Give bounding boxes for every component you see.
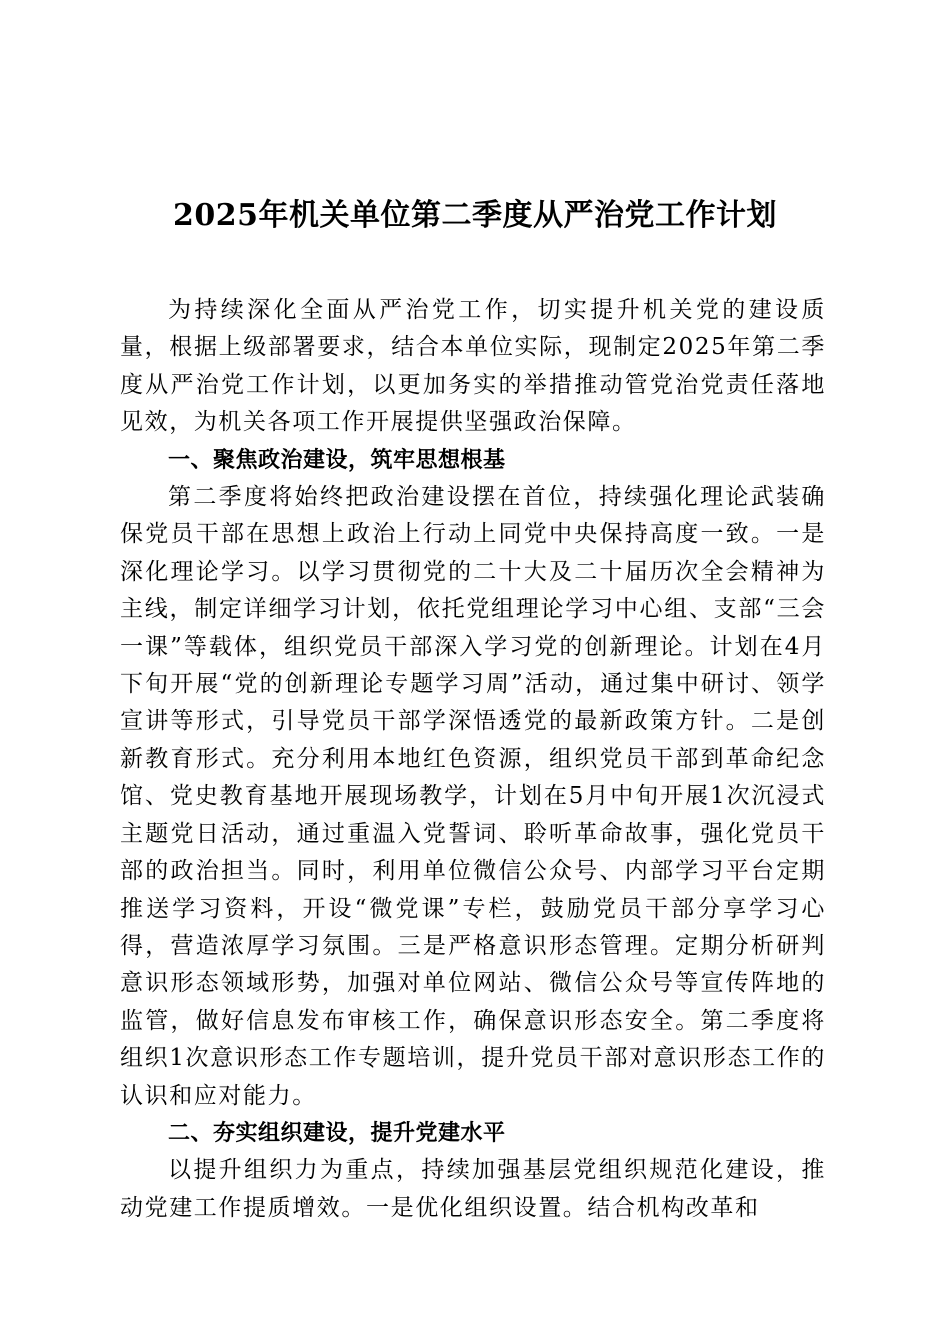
section-heading-2: 二、夯实组织建设，提升党建水平 <box>168 1120 506 1146</box>
section-heading-1: 一、聚焦政治建设，筑牢思想根基 <box>168 447 506 473</box>
document-title: 2025年机关单位第二季度从严治党工作计划 <box>173 198 777 233</box>
section-paragraph-1: 第二季度将始终把政治建设摆在首位，持续强化理论武装确保党员干部在思想上政治上行动上同党中央保持高度一致。一是深化理论学习。以学习贯彻党的二十大及二十届历次全会精神为主线，制定详细学习计划，依托党组理论学习中心组、支部“三会一课”等载体，组织党员干部深入学习党的创新理论。计划在4月下旬开展“党的创新理论专题学习周”活动，通过集中研讨、领学宣讲等形式，引导党员干部学深悟透党的最新政策方针。二是创新教育形式。充分利用本地红色资源，组织党员干部到革命纪念馆、党史教育基地开展现场教学，计划在5月中旬开展1次沉浸式主题党日活动，通过重温入党誓词、聆听革命故事，强化党员干部的政治担当。同时，利用单位微信公众号、内部学习平台定期推送学习资料，开设“微党课”专栏，鼓励党员干部分享学习心得，营造浓厚学习氛围。三是严格意识形态管理。定期分析研判意识形态领域形势，加强对单位网站、微信公众号等宣传阵地的监管，做好信息发布审核工作，确保意识形态安全。第二季度将组织1次意识形态工作专题培训，提升党员干部对意识形态工作的认识和应对能力。 <box>120 484 826 1109</box>
document-body <box>120 292 826 1227</box>
intro-paragraph: 为持续深化全面从严治党工作，切实提升机关党的建设质量，根据上级部署要求，结合本单位实际，现制定2025年第二季度从严治党工作计划，以更加务实的举措推动管党治党责任落地见效，为机关各项工作开展提供坚强政治保障。 <box>120 297 826 436</box>
section-paragraph-2: 以提升组织力为重点，持续加强基层党组织规范化建设，推动党建工作提质增效。一是优化组织设置。结合机构改革和 <box>120 1157 826 1221</box>
